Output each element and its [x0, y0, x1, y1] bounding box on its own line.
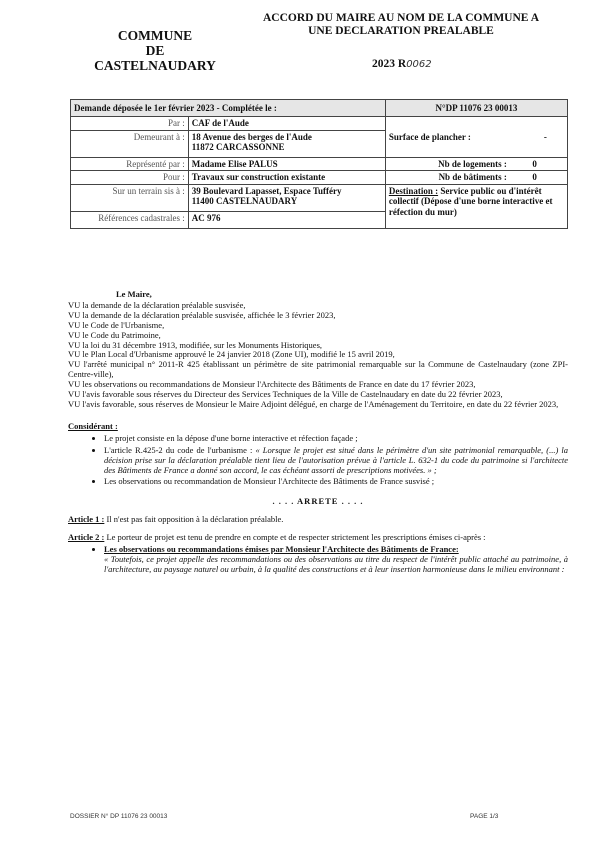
housing-count-cell [385, 157, 567, 171]
table-row [71, 117, 568, 131]
article-quote: « Lorsque le projet est situé dans le périmètre d'un site patrimonial remarquable, (...) la décision prise sur la déclaration préalable tient lieu de l'autorisation prévue à l'article L. 632-1 du code du patrimoine si l'architecte des Bâtiments de France a donné son accord, le cas échéant assorti de prescriptions motivées. » ; [104, 444, 568, 475]
article-reference: L'article R.425-2 du code de l'urbanisme : [104, 444, 256, 455]
building-count-label: Nb de bâtiments : [438, 172, 507, 182]
le-maire: Le Maire, [116, 289, 152, 299]
considerant-heading: Considérant : [68, 420, 118, 431]
housing-count-label: Nb de logements : [438, 158, 507, 169]
article-1 [68, 515, 568, 525]
title-line: UNE DECLARATION PREALABLE [308, 25, 494, 37]
representative-label: Représenté par : [71, 157, 189, 171]
article-2 [68, 533, 568, 543]
vu-item: VU le Plan Local d'Urbanisme approuvé le 24 janvier 2018 (Zone UI), modifié le 15 avril 2019, [68, 349, 395, 360]
footer-dossier: DOSSIER N° DP 11076 23 00013 [70, 813, 168, 820]
destination-value: Service public ou d'intérêt collectif (Dépose d'une borne interactive et réfection du mur) [388, 185, 553, 217]
ref-handwritten: 0062 [406, 59, 432, 70]
title-line: ACCORD DU MAIRE AU NOM DE LA COMMUNE A [263, 12, 539, 24]
applicant-value: CAF de l'Aude [188, 117, 385, 131]
representative-value: Madame Elise PALUS [188, 157, 385, 171]
submission-date: Demande déposée le 1er février 2023 - Complétée le : [71, 100, 386, 117]
cadastral-label: Références cadastrales : [71, 211, 189, 228]
applicant-label: Par : [71, 117, 189, 131]
vu-item: VU les observations ou recommandations de Monsieur l'Architecte des Bâtiments de France en date du 17 février 2023, [68, 379, 476, 390]
article-2-text: Le porteur de projet est tenu de prendre en compte et de respecter strictement les prescriptions émises ci-après : [104, 532, 486, 543]
vu-item: VU la demande de la déclaration préalable susvisée, [68, 299, 246, 310]
site-line: 11400 CASTELNAUDARY [191, 196, 298, 206]
prescriptions-list [68, 545, 568, 575]
considerant-item: • Le projet consiste en la dépose d'une borne interactive et réfection façade ; [104, 434, 568, 444]
vu-item: VU le Code du Patrimoine, [68, 329, 161, 340]
arrete-reference [372, 58, 432, 70]
commune-line: COMMUNE [117, 28, 193, 43]
site-value [188, 184, 385, 211]
vu-item: VU l'avis favorable sous réserves du Directeur des Services Techniques de la Ville de Castelnaudary en date du 22 février 2023, [68, 389, 503, 400]
purpose-value: Travaux sur construction existante [188, 171, 385, 185]
dossier-number: N°DP 11076 23 00013 [385, 100, 567, 117]
address-line: 18 Avenue des berges de l'Aude [191, 131, 312, 142]
abf-recommendations-quote: « Toutefois, ce projet appelle des recommandations ou des observations au titre du respect de l'intérêt public attaché au patrimoine, à l'architecture, au paysage naturel ou urbain, à la qualité des constructions et à leur insertion harmonieuse dans le milieu environnant : [104, 553, 568, 574]
prescription-item [104, 545, 568, 575]
decision-body [68, 290, 568, 577]
article-2-label: Article 2 : [68, 532, 105, 543]
site-line: 39 Boulevard Lapasset, Espace Tufféry [191, 185, 342, 196]
site-label: Sur un terrain sis à : [71, 184, 189, 211]
article-1-text: Il n'est pas fait opposition à la déclaration préalable. [104, 514, 284, 525]
considerant-item [104, 446, 568, 476]
vu-item: VU la demande de la déclaration préalable susvisée, affichée le 3 février 2023, [68, 309, 336, 320]
building-count-value: 0 [532, 172, 537, 182]
commune-line: CASTELNAUDARY [94, 58, 216, 73]
vu-item: VU l'avis favorable, sous réserves de Monsieur le Maire Adjoint délégué, en charge de l'Aménagement du Territoire, en date du 22 février 2023, [68, 398, 559, 409]
ref-prefix: 2023 R [372, 58, 407, 70]
table-row [71, 100, 568, 117]
arrete-heading: . . . . ARRETE . . . . [272, 496, 364, 507]
table-row [71, 171, 568, 185]
document-title [236, 12, 566, 38]
abf-recommendations-title: • Les observations ou recommandations émises par Monsieur l'Architecte des Bâtiments de France: [104, 544, 459, 555]
application-details-table [70, 99, 568, 229]
destination-cell [385, 184, 567, 228]
considerant-list [68, 434, 568, 488]
cadastral-value: AC 976 [188, 211, 385, 228]
housing-count-value: 0 [532, 158, 537, 169]
table-row [71, 184, 568, 211]
surface-label: Surface de plancher : [388, 131, 471, 142]
address-label: Demeurant à : [71, 130, 189, 157]
considerant-item: • Les observations ou recommandation de Monsieur l'Architecte des Bâtiments de France susvisé ; [104, 477, 568, 487]
commune-name [70, 28, 240, 73]
table-row [71, 157, 568, 171]
address-value [188, 130, 385, 157]
footer-page-number: PAGE 1/3 [470, 813, 499, 820]
surface-value: - [543, 131, 547, 142]
building-count-cell [385, 171, 567, 185]
commune-line: DE [145, 43, 165, 58]
article-1-label: Article 1 : [68, 514, 105, 525]
vu-item: VU l'arrêté municipal n° 2011-R 425 établissant un périmètre de site patrimonial remarquable sur la Commune de Castelnaudary (zone ZPI-Centre-ville), [68, 359, 568, 380]
vu-item: VU le Code de l'Urbanisme, [68, 319, 165, 330]
address-line: 11872 CARCASSONNE [191, 142, 285, 152]
destination-label: Destination : [388, 185, 439, 196]
purpose-label: Pour : [71, 171, 189, 185]
surface-cell [385, 117, 567, 158]
vu-item: VU la loi du 31 décembre 1913, modifiée, sur les Monuments Historiques, [68, 339, 323, 350]
